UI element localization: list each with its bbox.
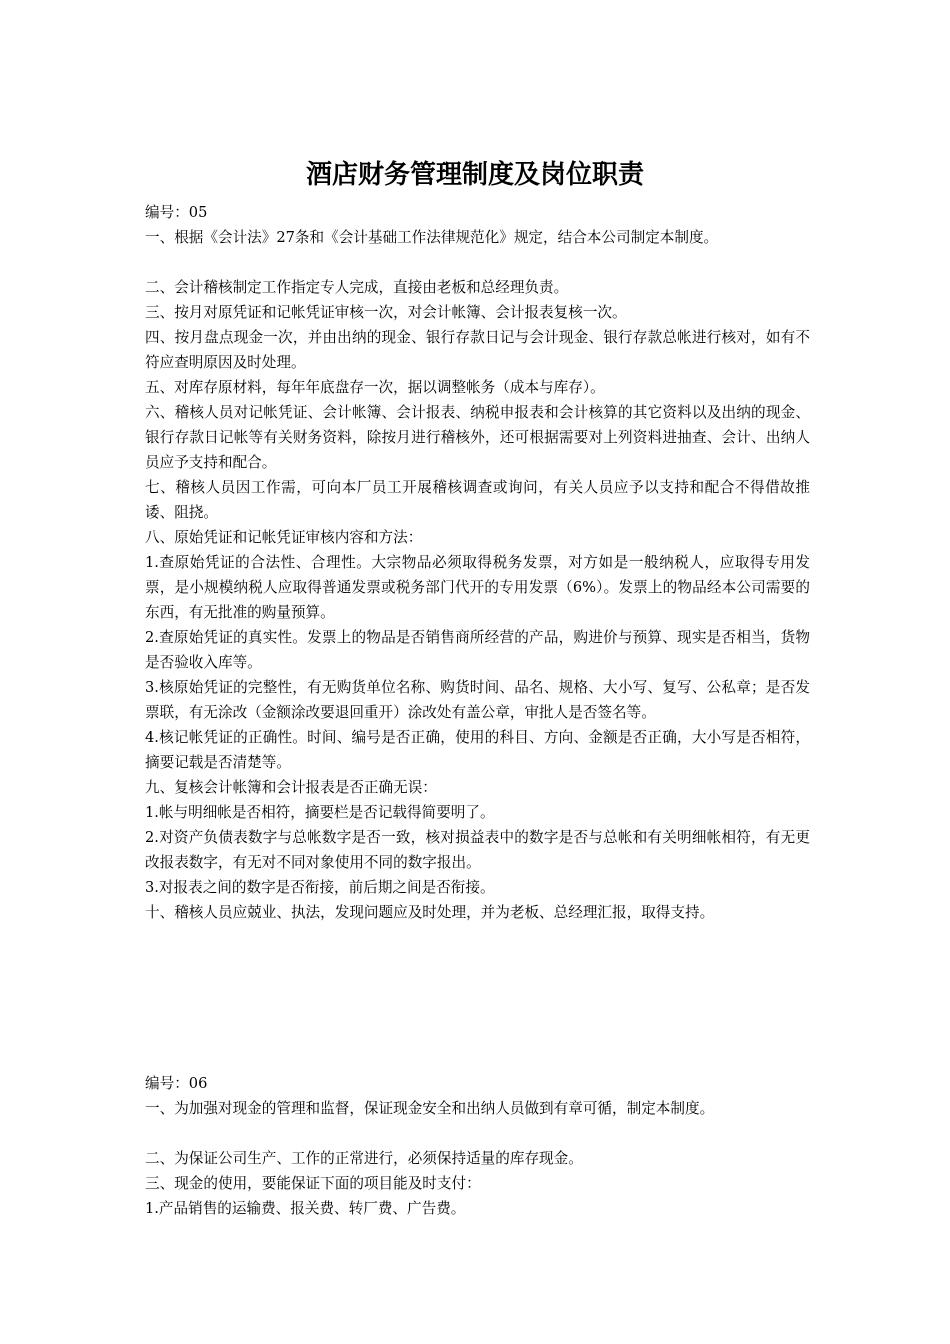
regulation-section-05 [145,200,810,925]
paragraph: 四、按月盘点现金一次，并由出纳的现金、银行存款日记与会计现金、银行存款总帐进行核对，如有不符应查明原因及时处理。 [145,329,810,371]
paragraph: 1.产品销售的运输费、报关费、转厂费、广告费。 [145,1200,466,1217]
regulation-section-06 [145,1071,810,1221]
paragraph: 一、根据《会计法》27条和《会计基础工作法律规范化》规定，结合本公司制定本制度。 [145,229,719,246]
paragraph: 九、复核会计帐簿和会计报表是否正确无误： [145,779,437,796]
blank-line [145,1121,810,1146]
blank-line [145,250,810,275]
paragraph: 三、现金的使用，要能保证下面的项目能及时支付： [145,1175,481,1192]
paragraph: 七、稽核人员因工作需，可向本厂员工开展稽核调查或询问，有关人员应予以支持和配合不得借故推诿、阻挠。 [145,479,810,521]
section-number: 编号：06 [145,1075,208,1092]
paragraph: 十、稽核人员应兢业、执法，发现问题应及时处理，并为老板、总经理汇报，取得支持。 [145,904,715,921]
paragraph: 1.查原始凭证的合法性、合理性。大宗物品必须取得税务发票，对方如是一般纳税人，应取得专用发票，是小规模纳税人应取得普通发票或税务部门代开的专用发票（6%）。发票上的物品经本公司需要的东西，有无批准的购量预算。 [145,554,810,621]
paragraph: 1.帐与明细帐是否相符，摘要栏是否记载得简要明了。 [145,804,495,821]
paragraph: 三、按月对原凭证和记帐凭证审核一次，对会计帐簿、会计报表复核一次。 [145,304,627,321]
paragraph: 3.对报表之间的数字是否衔接，前后期之间是否衔接。 [145,879,495,896]
paragraph: 二、会计稽核制定工作指定专人完成，直接由老板和总经理负责。 [145,279,569,296]
paragraph: 2.查原始凭证的真实性。发票上的物品是否销售商所经营的产品，购进价与预算、现实是否相当，货物是否验收入库等。 [145,629,810,671]
section-number: 编号：05 [145,204,208,221]
document-title: 酒店财务管理制度及岗位职责 [305,160,644,190]
paragraph: 二、为保证公司生产、工作的正常进行，必须保持适量的库存现金。 [145,1150,583,1167]
paragraph: 4.核记帐凭证的正确性。时间、编号是否正确，使用的科目、方向、金额是否正确，大小写是否相符，摘要记载是否清楚等。 [145,729,810,771]
paragraph: 五、对库存原材料，每年年底盘存一次，据以调整帐务（成本与库存）。 [145,379,605,396]
paragraph: 3.核原始凭证的完整性，有无购货单位名称、购货时间、品名、规格、大小写、复写、公私章；是否发票联，有无涂改（金额涂改要退回重开）涂改处有盖公章，审批人是否签名等。 [145,679,810,721]
paragraph: 一、为加强对现金的管理和监督，保证现金安全和出纳人员做到有章可循，制定本制度。 [145,1100,715,1117]
paragraph: 2.对资产负债表数字与总帐数字是否一致，核对损益表中的数字是否与总帐和有关明细帐相符，有无更改报表数字，有无对不同对象使用不同的数字报出。 [145,829,810,871]
paragraph: 六、稽核人员对记帐凭证、会计帐簿、会计报表、纳税申报表和会计核算的其它资料以及出纳的现金、银行存款日记帐等有关财务资料，除按月进行稽核外，还可根据需要对上列资料进抽查、会计、出纳人员应予支持和配合。 [145,404,810,471]
paragraph: 八、原始凭证和记帐凭证审核内容和方法： [145,529,423,546]
